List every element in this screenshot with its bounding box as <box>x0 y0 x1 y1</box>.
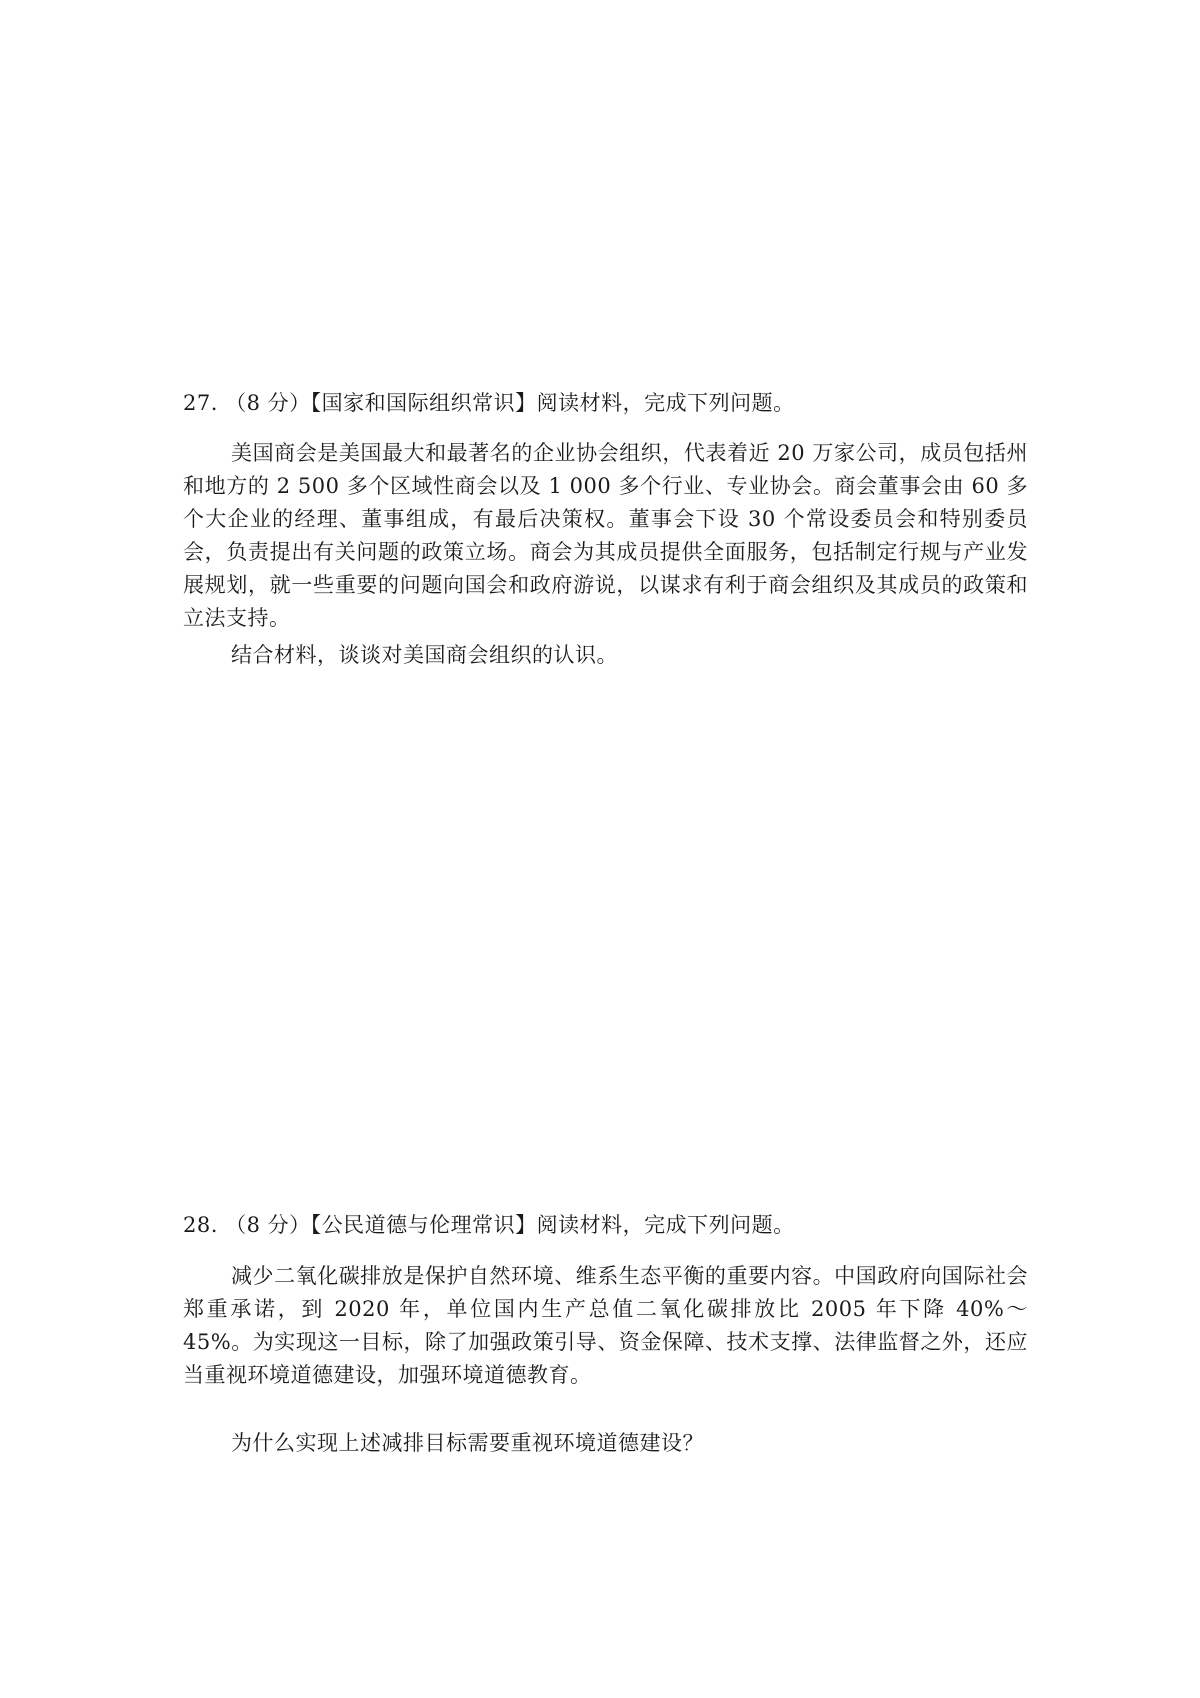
question-28-title: 28. （8 分）【公民道德与伦理常识】阅读材料，完成下列问题。 <box>183 1213 795 1237</box>
question-28-prompt: 为什么实现上述减排目标需要重视环境道德建设？ <box>231 1431 704 1455</box>
question-27-prompt: 结合材料，谈谈对美国商会组织的认识。 <box>231 643 618 667</box>
question-28-material: 减少二氧化碳排放是保护自然环境、维系生态平衡的重要内容。中国政府向国际社会郑重承诺，到 2020 年，单位国内生产总值二氧化碳排放比 2005 年下降 40%～45%。为实现这一目标，除了加强政策引导、资金保障、技术支撑、法律监督之外，还应当重视环境道德建设，加强环境道德教育。 <box>183 1264 1028 1387</box>
question-27-title: 27. （8 分）【国家和国际组织常识】阅读材料，完成下列问题。 <box>183 391 795 415</box>
question-27-material: 美国商会是美国最大和最著名的企业协会组织，代表着近 20 万家公司，成员包括州和地方的 2 500 多个区域性商会以及 1 000 多个行业、专业协会。商会董事会由 60 多个大企业的经理、董事组成，有最后决策权。董事会下设 30 个常设委员会和特别委员会，负责提出有关问题的政策立场。商会为其成员提供全面服务，包括制定行规与产业发展规划，就一些重要的问题向国会和政府游说，以谋求有利于商会组织及其成员的政策和立法支持。 <box>183 441 1028 630</box>
